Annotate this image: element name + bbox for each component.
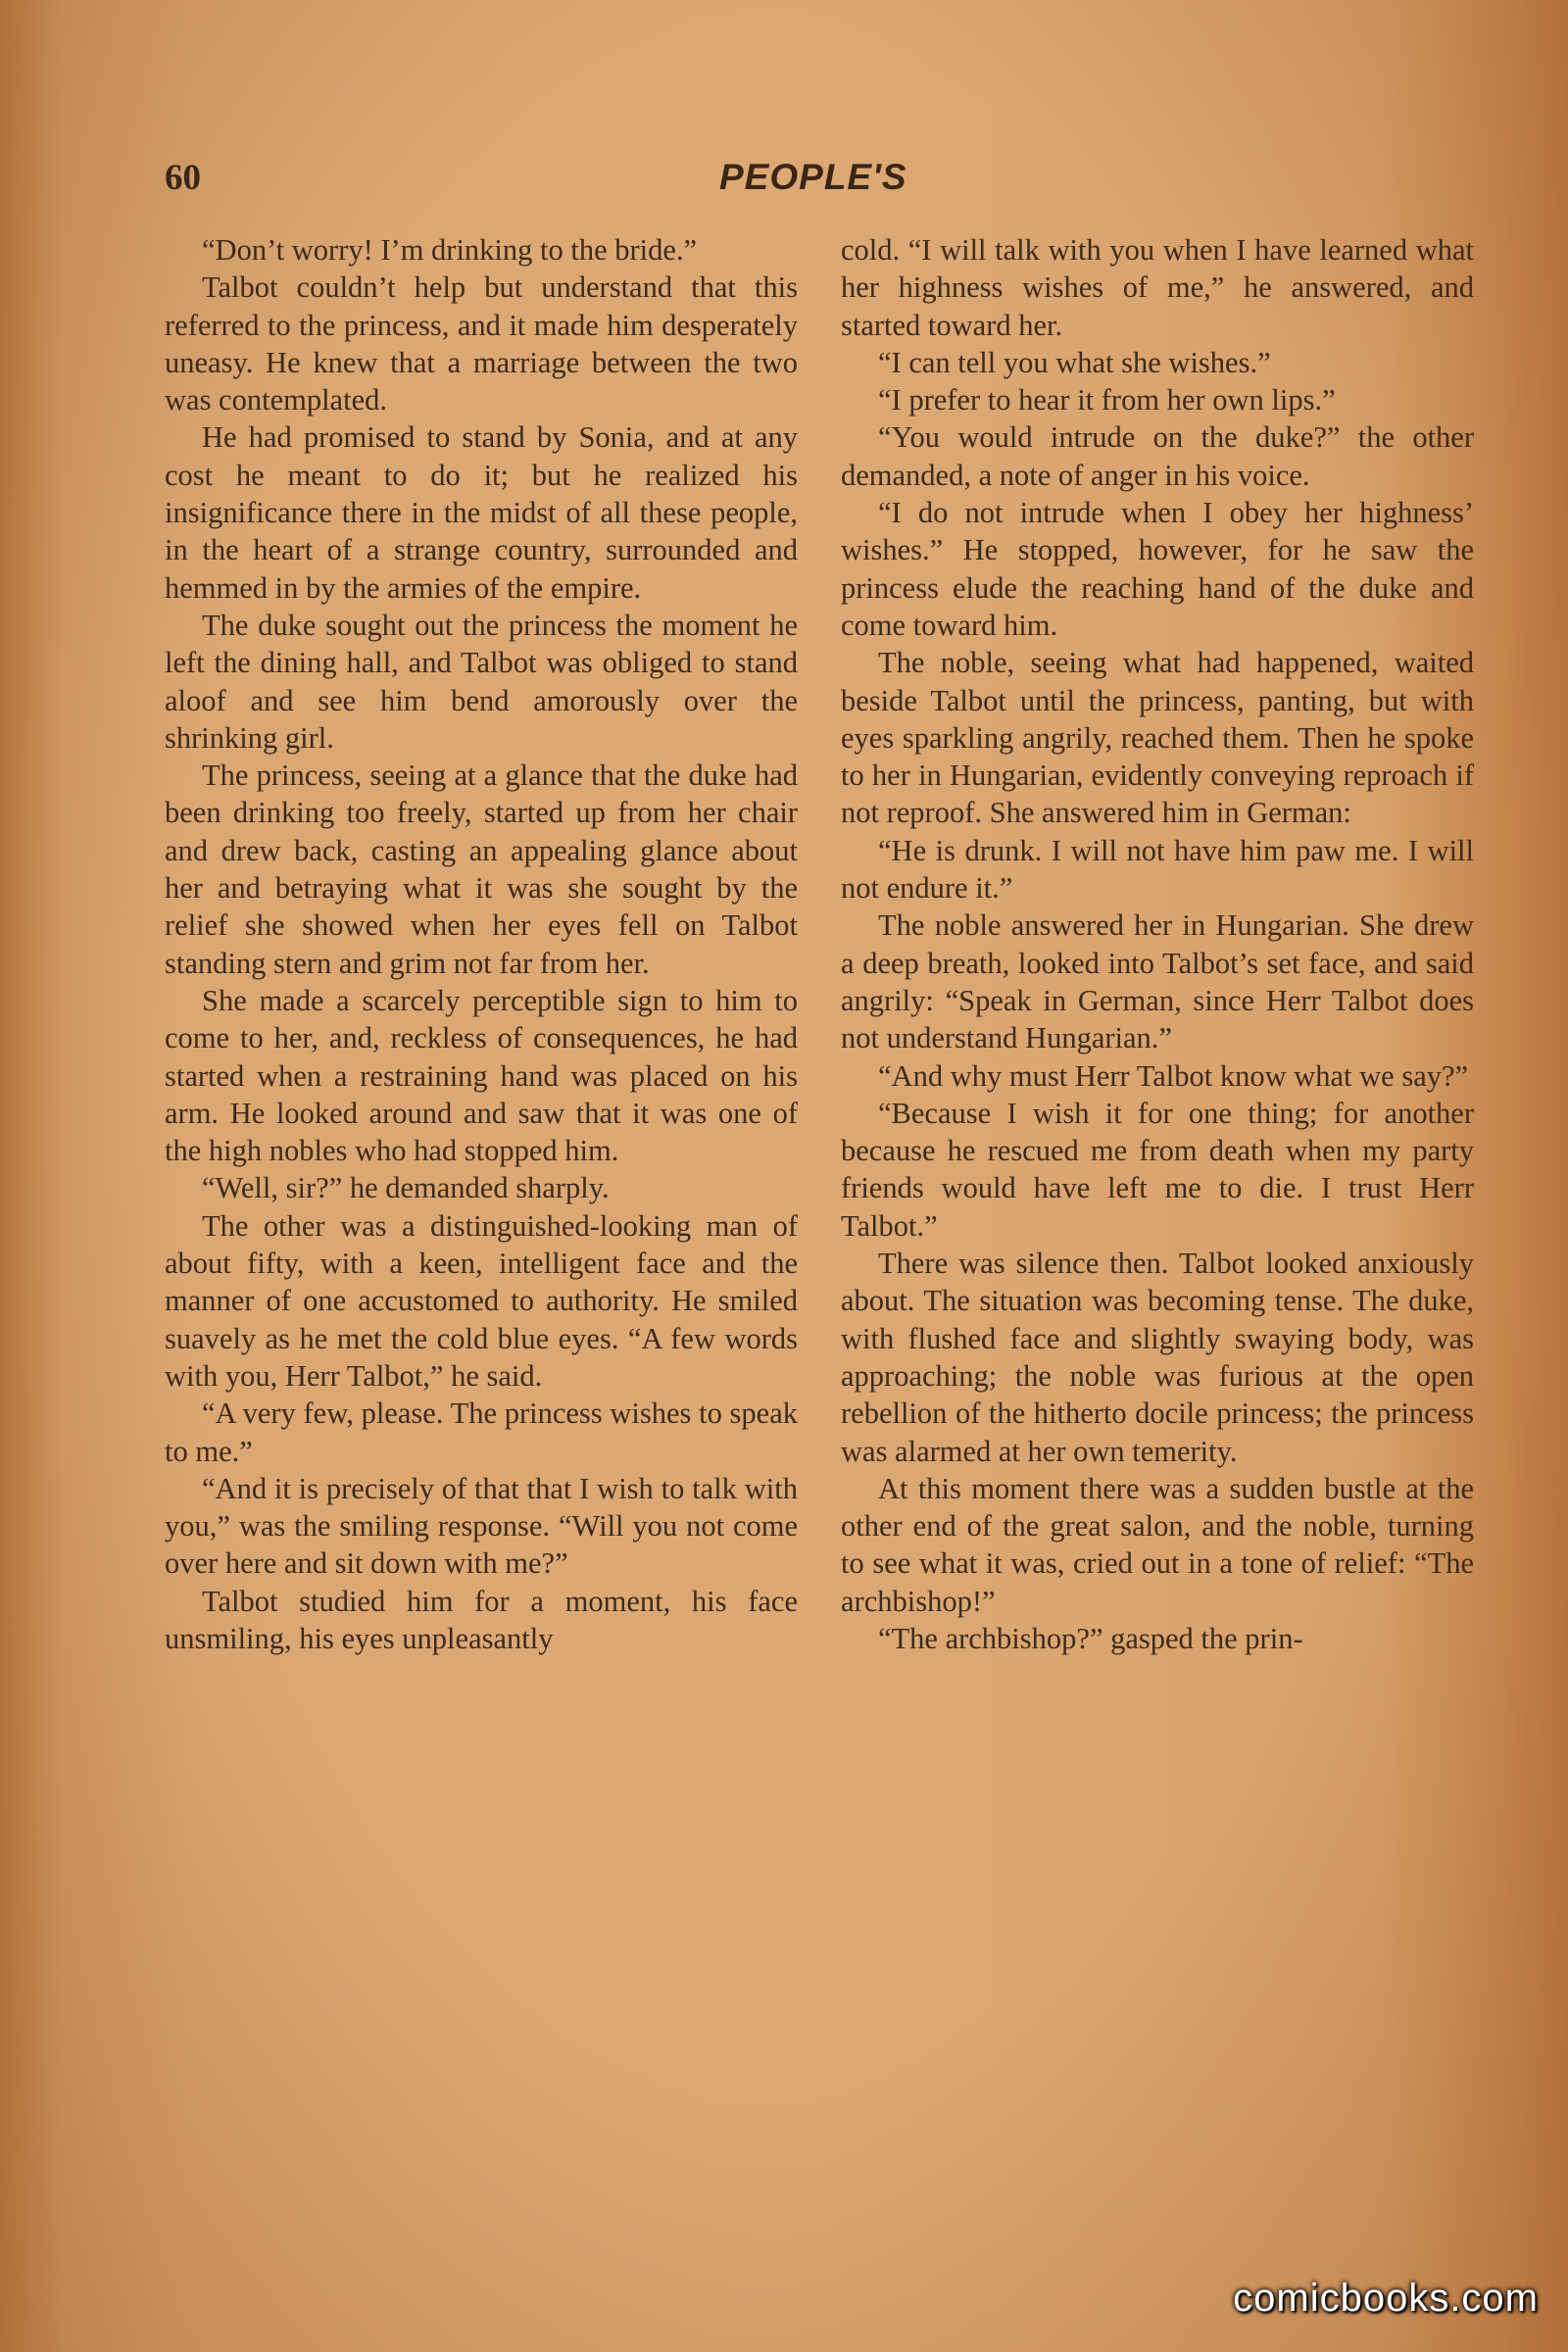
paragraph: “Because I wish it for one thing; for another because he rescued me from death when my party friends would have left me to die. I trust Herr Talbot.” [841,1096,1474,1243]
paragraph: “You would intrude on the duke?” the other demanded, a note of anger in his voice. [841,420,1474,492]
paragraph: “A very few, please. The princess wishes to speak to me.” [165,1396,798,1468]
paragraph: She made a scarcely perceptible sign to him to come to her, and, reckless of consequences, he had started when a restraining hand was placed on his arm. He looked around and saw that it was one of the high nobles who had stopped him. [165,983,798,1168]
running-head: PEOPLE'S [719,157,907,197]
paragraph: Talbot couldn’t help but understand that this referred to the princess, and it made him desperately uneasy. He knew that a marriage between the two was contemplated. [165,270,798,417]
page-number: 60 [165,158,201,198]
right-column [841,231,1474,1657]
paragraph: “And why must Herr Talbot know what we say?” [878,1058,1469,1093]
paragraph: The noble, seeing what had happened, waited beside Talbot until the princess, panting, but with eyes sparkling angrily, reached them. Then he spoke to her in Hungarian, evidently conveying reproach if not reproof. She answered him in German: [841,646,1474,830]
paragraph: “He is drunk. I will not have him paw me. I will not endure it.” [841,833,1474,906]
left-column [165,231,798,1657]
paragraph: He had promised to stand by Sonia, and at any cost he meant to do it; but he realized his insignificance there in the midst of all these people, in the heart of a strange country, surrounded and hemmed in by the armies of the empire. [165,420,798,605]
paragraph: Talbot studied him for a moment, his face unsmiling, his eyes unpleasantly [165,1584,798,1655]
page-header [165,157,1478,212]
site-watermark: comicbooks.com [1233,2277,1539,2320]
paragraph: The noble answered her in Hungarian. She drew a deep breath, looked into Talbot’s set face, and said angrily: “Speak in German, since Herr Talbot does not understand Hungarian.” [841,908,1474,1055]
paragraph: There was silence then. Talbot looked anxiously about. The situation was becoming tense. The duke, with flushed face and slightly swaying body, was approaching; the noble was furious at the open rebellion of the hitherto docile princess; the princess was alarmed at her own temerity. [841,1247,1474,1468]
paragraph: “And it is precisely of that that I wish to talk with you,” was the smiling response. “Will you not come over here and sit down with me?” [165,1471,798,1581]
paragraph: The other was a distinguished-looking man of about fifty, with a keen, intelligent face and the manner of one accustomed to authority. He smiled suavely as he met the cold blue eyes. “A few words with you, Herr Talbot,” he said. [165,1208,798,1393]
paragraph: “The archbishop?” gasped the prin- [878,1621,1303,1655]
paragraph: “I do not intrude when I obey her highness’ wishes.” He stopped, however, for he saw the princess elude the reaching hand of the duke and come toward him. [841,496,1474,642]
paragraph-continuation: cold. “I will talk with you when I have learned what her highness wishes of me,” he answered, and started toward her. [841,233,1474,342]
paragraph: The princess, seeing at a glance that the duke had been drinking too freely, started up from her chair and drew back, casting an appealing glance about her and betraying what it was she sought by the relief she showed when her eyes fell on Talbot standing stern and grim not far from her. [165,759,798,980]
paragraph: At this moment there was a sudden bustle at the other end of the great salon, and the noble, turning to see what it was, cried out in a tone of relief: “The archbishop!” [841,1471,1474,1618]
paragraph: The duke sought out the princess the moment he left the dining hall, and Talbot was obliged to stand aloof and see him bend amorously over the shrinking girl. [165,608,798,755]
paragraph: “Well, sir?” he demanded sharply. [202,1171,610,1205]
paragraph: “I prefer to hear it from her own lips.” [878,383,1336,417]
paragraph: “I can tell you what she wishes.” [878,345,1271,379]
paragraph: “Don’t worry! I’m drinking to the bride.” [202,233,698,267]
